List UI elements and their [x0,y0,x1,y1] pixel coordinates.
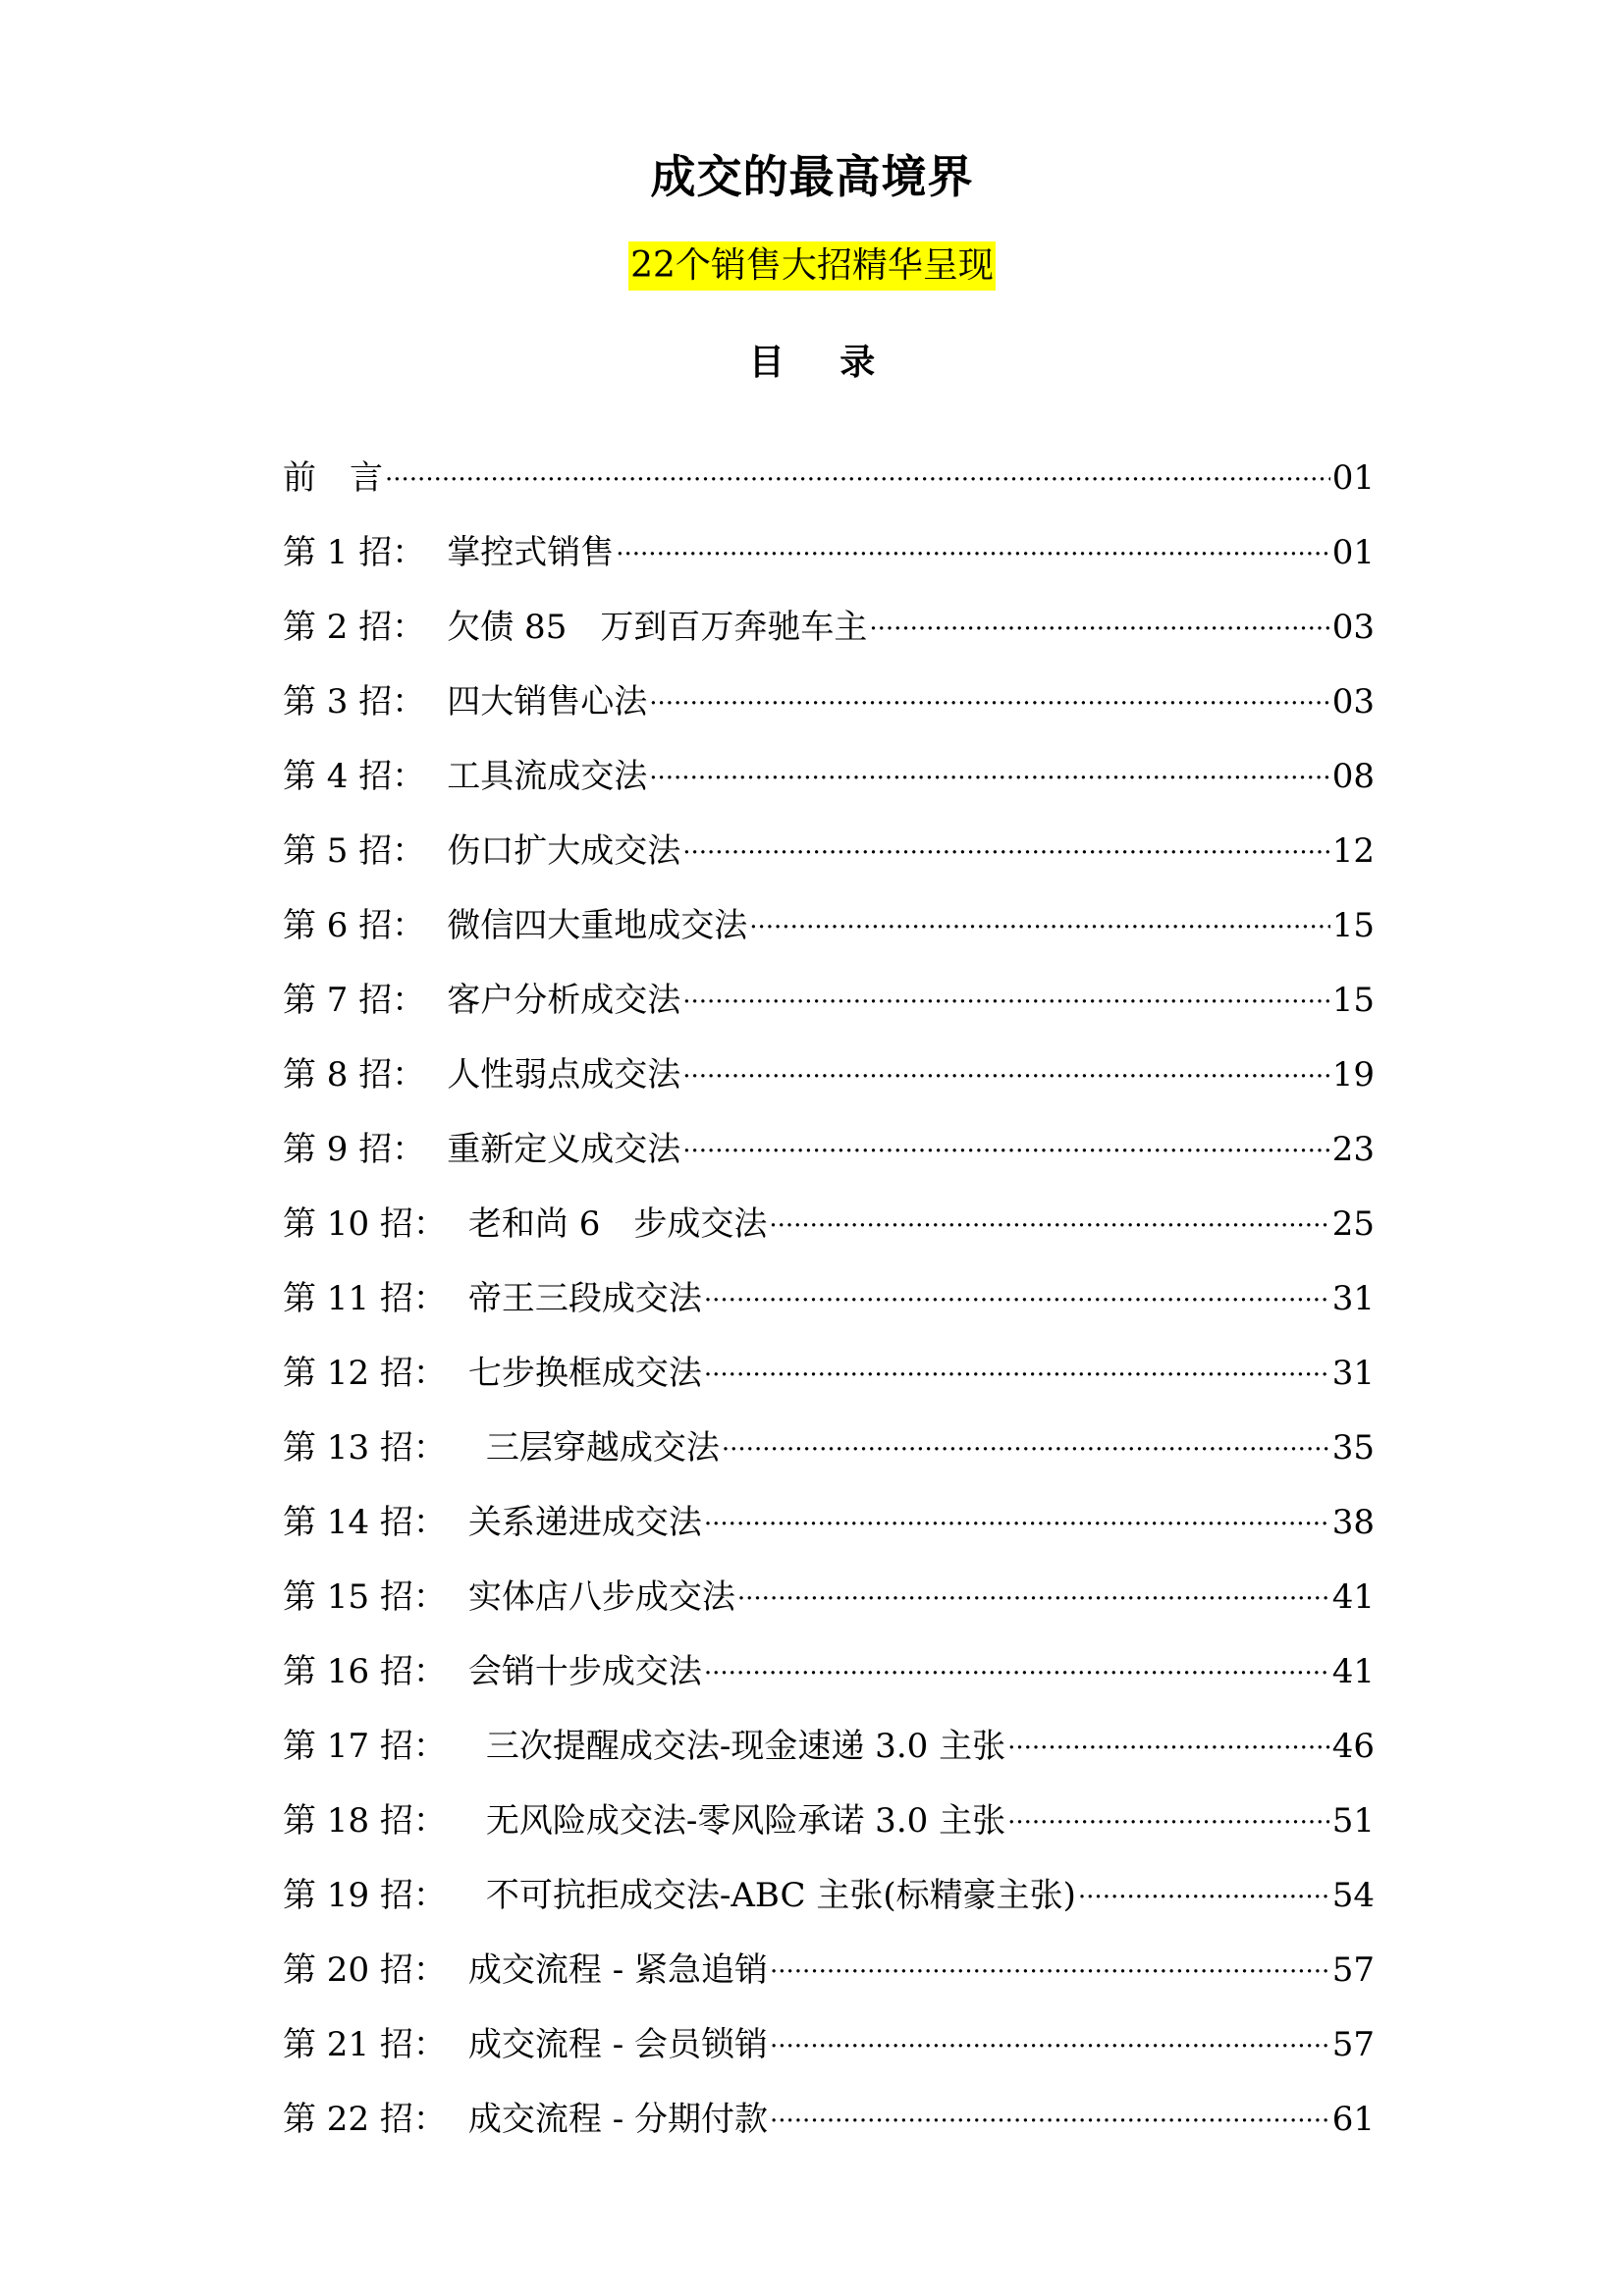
toc-entry-title: 实体店八步成交法 [467,1577,735,1617]
toc-entry-title: 工具流成交法 [447,757,648,796]
toc-entry-title: 帝王三段成交法 [467,1279,702,1318]
toc-entry[interactable] [283,1486,1375,1561]
toc-entry-label: 第 15 招： [283,1577,447,1617]
toc-entry-page-number: 31 [1331,1279,1375,1318]
toc-dot-leader [704,1486,1330,1533]
toc-entry[interactable] [283,2008,1375,2083]
toc-entry[interactable] [283,889,1375,964]
toc-dot-leader [770,2008,1330,2056]
toc-entry-page-number: 54 [1331,1876,1375,1915]
toc-dot-leader [749,889,1329,936]
toc-entry[interactable] [283,964,1375,1039]
toc-dot-leader [1007,1785,1330,1832]
toc-dot-leader [770,1934,1330,1981]
toc-entry-page-number: 57 [1331,2025,1375,2064]
toc-entry-page-number: 41 [1331,1577,1375,1617]
toc-entry[interactable] [283,1934,1375,2008]
toc-entry-title: 掌控式销售 [447,533,615,572]
toc-entry-title: 七步换框成交法 [467,1354,702,1393]
toc-entry-label: 第 14 招： [283,1503,447,1542]
toc-dot-leader [682,964,1329,1011]
toc-entry-page-number: 35 [1331,1428,1375,1468]
toc-dot-leader [1007,1710,1330,1757]
toc-entry[interactable] [283,442,1375,516]
toc-entry-title: 关系递进成交法 [467,1503,702,1542]
toc-entry-page-number: 38 [1331,1503,1375,1542]
toc-entry-title: 客户分析成交法 [447,981,681,1020]
toc-entry-label: 第 8 招： [283,1055,426,1095]
toc-dot-leader [385,442,1330,489]
toc-entry[interactable] [283,1113,1375,1188]
toc-entry-page-number: 31 [1331,1354,1375,1393]
toc-entry-title: 成交流程 - 会员锁销 [467,2025,768,2064]
document-subtitle: 22个销售大招精华呈现 [628,241,996,291]
toc-entry-label: 第 11 招： [283,1279,447,1318]
toc-entry-label: 第 13 招： [283,1428,447,1468]
toc-dot-leader [682,1113,1329,1160]
toc-entry-title: 老和尚 6 步成交法 [467,1204,768,1244]
toc-entry[interactable] [283,1785,1375,1859]
toc-dot-leader [704,1262,1330,1309]
toc-entry-title: 成交流程 - 分期付款 [467,2100,768,2139]
toc-entry-title: 重新定义成交法 [447,1130,681,1169]
toc-dot-leader [704,1337,1330,1384]
toc-entry[interactable] [283,1188,1375,1262]
toc-entry-page-number: 46 [1331,1727,1375,1766]
toc-entry[interactable] [283,1710,1375,1785]
table-of-contents [283,442,1375,2158]
toc-dot-leader [682,1039,1329,1086]
toc-entry[interactable] [283,1412,1375,1486]
toc-entry-page-number: 08 [1331,757,1375,796]
toc-entry-page-number: 01 [1331,533,1375,572]
toc-dot-leader [869,591,1329,638]
toc-entry-page-number: 15 [1331,981,1375,1020]
document-title: 成交的最高境界 [650,150,974,203]
toc-entry[interactable] [283,1337,1375,1412]
toc-entry-label: 第 1 招： [283,533,426,572]
toc-entry-title: 会销十步成交法 [467,1652,702,1691]
toc-entry[interactable] [283,1561,1375,1635]
toc-entry-label: 第 21 招： [283,2025,447,2064]
toc-dot-leader [770,2083,1330,2130]
toc-entry-page-number: 03 [1331,608,1375,647]
toc-entry-page-number: 41 [1331,1652,1375,1691]
toc-entry[interactable] [283,1859,1375,1934]
toc-dot-leader [682,815,1329,862]
toc-entry-title: 四大销售心法 [447,682,648,721]
toc-dot-leader [737,1561,1330,1608]
toc-dot-leader [769,1188,1329,1235]
toc-entry[interactable] [283,1635,1375,1710]
toc-entry-label: 第 16 招： [283,1652,447,1691]
toc-dot-leader [1078,1859,1330,1906]
toc-entry-page-number: 23 [1331,1130,1375,1169]
toc-entry[interactable] [283,591,1375,666]
toc-entry-label: 第 12 招： [283,1354,447,1393]
toc-dot-leader [616,516,1329,563]
toc-entry[interactable] [283,1262,1375,1337]
toc-entry-label: 第 10 招： [283,1204,447,1244]
toc-entry[interactable] [283,740,1375,815]
toc-dot-leader [704,1635,1330,1682]
toc-entry-label: 第 18 招： [283,1801,447,1841]
toc-entry-page-number: 12 [1331,831,1375,871]
toc-entry-label: 第 9 招： [283,1130,426,1169]
toc-entry-label: 第 4 招： [283,757,426,796]
toc-entry-title: 伤口扩大成交法 [447,831,681,871]
toc-entry-label: 第 20 招： [283,1950,447,1990]
toc-entry-label: 第 6 招： [283,906,426,945]
toc-dot-leader [722,1412,1330,1459]
toc-entry[interactable] [283,1039,1375,1113]
toc-entry-label: 第 22 招： [283,2100,447,2139]
toc-entry-page-number: 25 [1331,1204,1375,1244]
toc-heading: 目 录 [748,342,897,383]
toc-entry-page-number: 51 [1331,1801,1375,1841]
toc-entry-label: 第 5 招： [283,831,426,871]
toc-entry-title: 不可抗拒成交法-ABC 主张(标精豪主张) [485,1876,1076,1915]
toc-entry-label: 第 7 招： [283,981,426,1020]
toc-entry-label: 第 17 招： [283,1727,447,1766]
toc-entry-title: 三次提醒成交法-现金速递 3.0 主张 [485,1727,1006,1766]
toc-entry-label: 第 2 招： [283,608,426,647]
toc-entry-title: 三层穿越成交法 [485,1428,720,1468]
toc-entry-page-number: 57 [1331,1950,1375,1990]
toc-entry-page-number: 61 [1331,2100,1375,2139]
toc-entry-label: 第 3 招： [283,682,426,721]
toc-entry[interactable] [283,815,1375,889]
subtitle-container [0,241,1624,291]
toc-dot-leader [649,666,1329,713]
toc-entry-title: 无风险成交法-零风险承诺 3.0 主张 [485,1801,1006,1841]
toc-entry[interactable] [283,2083,1375,2158]
toc-entry-page-number: 03 [1331,682,1375,721]
toc-entry[interactable] [283,516,1375,591]
toc-entry-title: 欠债 85 万到百万奔驰车主 [447,608,868,647]
toc-entry-title: 成交流程 - 紧急追销 [467,1950,768,1990]
toc-entry[interactable] [283,666,1375,740]
toc-entry-page-number: 01 [1331,458,1375,498]
toc-entry-label: 前 言 [283,458,383,498]
toc-entry-title: 微信四大重地成交法 [447,906,748,945]
toc-entry-page-number: 19 [1331,1055,1375,1095]
toc-entry-page-number: 15 [1331,906,1375,945]
toc-dot-leader [649,740,1329,787]
toc-entry-label: 第 19 招： [283,1876,447,1915]
toc-entry-title: 人性弱点成交法 [447,1055,681,1095]
